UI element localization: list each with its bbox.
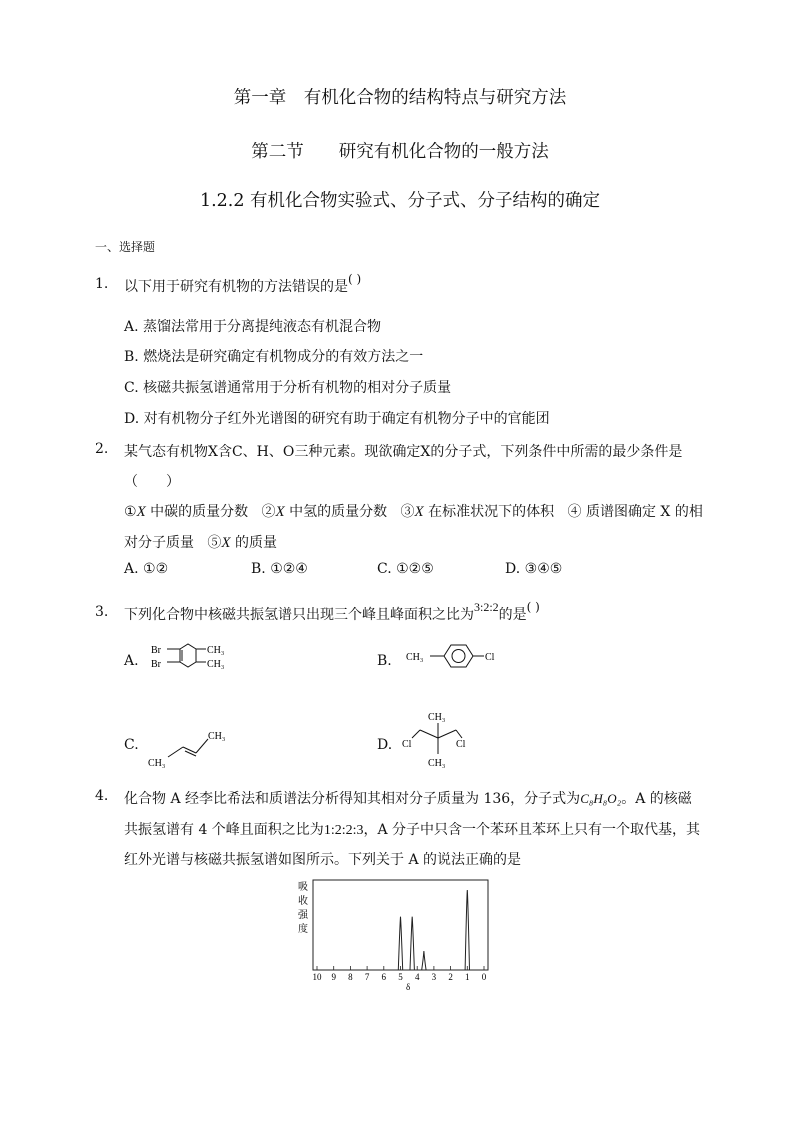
q3-option-b[interactable]: B. <box>377 653 392 669</box>
q1-option-b[interactable] <box>124 346 423 366</box>
option-key: A. <box>124 319 139 335</box>
option-key: A. <box>124 561 139 577</box>
condition-2-number: ② <box>261 504 276 520</box>
q2-option-c[interactable] <box>377 561 434 577</box>
condition-2-text: 中氢的质量分数 <box>284 504 388 520</box>
struct-a-ch3a: CH₃ <box>207 645 225 656</box>
option-key: B. <box>251 561 266 577</box>
q3-stem <box>124 600 540 624</box>
q4-line1 <box>124 788 692 808</box>
condition-5-var: X <box>221 535 231 551</box>
q1-option-a[interactable] <box>124 316 381 336</box>
q2-number: 2. <box>95 441 109 457</box>
nmr-peak-1 <box>398 917 402 970</box>
q1-stem-text: 以下用于研究有机物的方法错误的是 <box>124 279 348 295</box>
q4-formula: C₈H₈O₂ <box>580 791 622 806</box>
x-tick-label: 0 <box>481 972 487 982</box>
chart-ylabel-1: 吸 <box>298 882 308 893</box>
option-text: 对有机物分子红外光谱图的研究有助于确定有机物分子中的官能团 <box>143 411 550 427</box>
part-title: 一、选择题 <box>95 240 156 254</box>
option-text: ①② <box>143 561 169 577</box>
x-tick-label: 9 <box>331 972 336 982</box>
condition-1-var: X <box>136 504 146 520</box>
q2-paren: （ ） <box>124 474 180 490</box>
q3-stem-b: 的是 <box>498 607 527 623</box>
q3-option-c[interactable]: C. <box>124 737 139 753</box>
chart-ylabel-3: 强 <box>298 910 308 921</box>
q2-option-d[interactable] <box>505 561 562 577</box>
option-text: ①②⑤ <box>396 561 434 577</box>
q3-ratio: 3:2:2 <box>474 600 499 614</box>
struct-d-cl1: Cl <box>402 739 412 750</box>
nmr-peak-2 <box>410 917 414 970</box>
struct-a-br2: Br <box>151 659 161 670</box>
structure-a <box>148 640 248 674</box>
q4-line3: 红外光谱与核磁共振氢谱如图所示。下列关于 A 的说法正确的是 <box>124 852 522 868</box>
q2-option-b[interactable] <box>251 561 308 577</box>
q4-line2 <box>124 819 700 839</box>
struct-a-ch3b: CH₃ <box>207 659 225 670</box>
condition-4-cont: 对分子质量 <box>124 535 194 551</box>
q4-line1-b: 。A 的核磁 <box>621 791 692 807</box>
struct-a-br1: Br <box>151 645 161 656</box>
condition-3-number: ③ <box>400 504 415 520</box>
nmr-peak-4 <box>465 890 469 970</box>
q3-number: 3. <box>95 604 109 620</box>
condition-1-number: ① <box>124 504 137 520</box>
structure-c <box>146 727 246 773</box>
q1-paren: ( ) <box>348 272 362 286</box>
option-key: C. <box>124 380 139 396</box>
q3-paren: ( ) <box>526 600 540 614</box>
option-text: 蒸馏法常用于分离提纯液态有机混合物 <box>143 319 382 335</box>
condition-1-text: 中碳的质量分数 <box>145 504 249 520</box>
struct-d-ch3a: CH₃ <box>428 712 446 723</box>
q4-number: 4. <box>95 788 109 804</box>
condition-3-var: X <box>414 504 424 520</box>
option-key: C. <box>377 561 392 577</box>
struct-c-ch3a: CH₃ <box>148 758 166 769</box>
struct-d-ch3b: CH₃ <box>428 758 446 769</box>
condition-5-number: ⑤ <box>207 535 222 551</box>
chart-x-axis <box>313 966 487 982</box>
x-tick-label: 6 <box>381 972 387 982</box>
chart-ylabel-4: 度 <box>298 924 308 935</box>
nmr-spectrum-chart <box>288 876 528 994</box>
struct-c-ch3b: CH₃ <box>208 731 226 742</box>
q4-line2-b: ，A 分子中只含一个苯环且苯环上只有一个取代基，其 <box>363 822 701 838</box>
condition-3-text: 在标准状况下的体积 <box>423 504 555 520</box>
condition-4-text: 质谱图确定 X 的相 <box>581 504 703 520</box>
lesson-title: 1.2.2 有机化合物实验式、分子式、分子结构的确定 <box>199 191 601 211</box>
option-text: 燃烧法是研究确定有机物成分的有效方法之一 <box>143 349 424 365</box>
chart-xlabel: δ <box>406 982 411 992</box>
condition-4-number: ④ <box>567 504 582 520</box>
structure-b <box>404 640 524 674</box>
option-key: B. <box>124 349 139 365</box>
structure-d <box>398 708 488 770</box>
condition-5-text: 的质量 <box>230 535 277 551</box>
option-text: 核磁共振氢谱通常用于分析有机物的相对分子质量 <box>143 380 452 396</box>
q2-stem: 某气态有机物X含C、H、O三种元素。现欲确定X的分子式，下列条件中所需的最少条件是 <box>124 444 683 460</box>
struct-b-ch3: CH₃ <box>406 652 424 663</box>
q1-option-c[interactable] <box>124 377 451 397</box>
q1-stem <box>124 272 362 296</box>
x-tick-label: 4 <box>414 972 420 982</box>
option-text: ①②④ <box>270 561 308 577</box>
q2-option-a[interactable] <box>124 561 168 577</box>
q4-line2-a: 共振氢谱有 4 个峰且面积之比为 <box>124 822 324 838</box>
nmr-peak-3 <box>422 951 426 970</box>
q1-option-d[interactable] <box>124 408 550 428</box>
q4-line1-a: 化合物 A 经李比希法和质谱法分析得知其相对分子质量为 136，分子式为 <box>124 791 581 807</box>
x-tick-label: 10 <box>312 972 322 982</box>
x-tick-label: 8 <box>348 972 353 982</box>
q3-stem-a: 下列化合物中核磁共振氢谱只出现三个峰且峰面积之比为 <box>124 607 474 623</box>
condition-2-var: X <box>275 504 285 520</box>
q4-ratio: 1:2:2:3 <box>323 823 364 838</box>
x-tick-label: 5 <box>398 972 403 982</box>
option-key: D. <box>124 411 140 427</box>
chart-ylabel-2: 收 <box>298 896 308 907</box>
q1-number: 1. <box>95 276 109 292</box>
chapter-title: 第一章 有机化合物的结构特点与研究方法 <box>233 88 567 108</box>
struct-d-cl2: Cl <box>456 739 466 750</box>
option-text: ③④⑤ <box>524 561 563 577</box>
struct-b-cl: Cl <box>485 652 495 663</box>
option-key: D. <box>505 561 521 577</box>
q3-option-a[interactable]: A. <box>124 653 139 669</box>
x-tick-label: 3 <box>431 972 437 982</box>
q2-conditions-line2 <box>124 532 277 552</box>
q2-conditions-line1 <box>124 501 703 521</box>
section-title: 第二节 研究有机化合物的一般方法 <box>251 142 549 162</box>
x-tick-label: 7 <box>364 972 370 982</box>
chart-peaks <box>398 890 469 970</box>
q3-option-d[interactable]: D. <box>377 737 393 753</box>
x-tick-label: 1 <box>465 972 470 982</box>
x-tick-label: 2 <box>448 972 453 982</box>
